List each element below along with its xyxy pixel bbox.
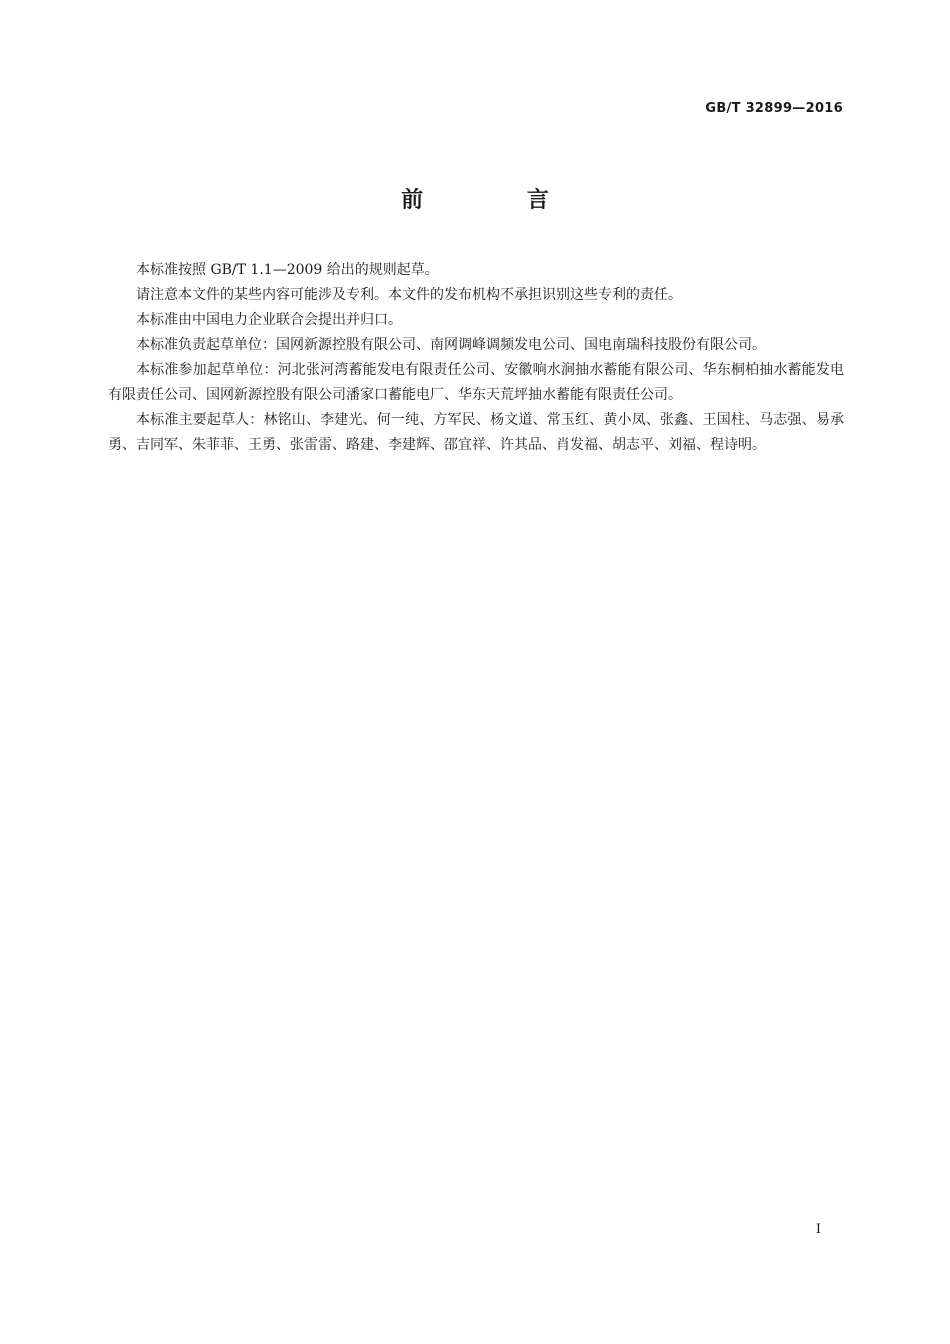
page-title: 前 言	[401, 188, 597, 213]
foreword-body	[108, 258, 844, 458]
paragraph-participating-drafters: 本标准参加起草单位：河北张河湾蓄能发电有限责任公司、安徽响水涧抽水蓄能有限公司、华东桐柏抽水蓄能发电有限责任公司、国网新源控股有限公司潘家口蓄能电厂、华东天荒坪抽水蓄能有限责任公司。	[108, 362, 844, 403]
paragraph-patent-notice: 请注意本文件的某些内容可能涉及专利。本文件的发布机构不承担识别这些专利的责任。	[136, 287, 682, 303]
paragraph-main-authors: 本标准主要起草人：林铭山、李建光、何一纯、方军民、杨文道、常玉红、黄小凤、张鑫、王国柱、马志强、易承勇、吉同军、朱菲菲、王勇、张雷雷、路建、李建辉、邵宜祥、许其品、肖发福、胡志平、刘福、程诗明。	[108, 412, 844, 453]
paragraph-lead-drafters: 本标准负责起草单位：国网新源控股有限公司、南网调峰调频发电公司、国电南瑞科技股份有限公司。	[136, 337, 766, 353]
page-number: I	[815, 1222, 821, 1237]
paragraph-proposer: 本标准由中国电力企业联合会提出并归口。	[136, 312, 402, 328]
paragraph-drafting-rules: 本标准按照 GB/T 1.1—2009 给出的规则起草。	[136, 262, 439, 278]
standard-code: GB/T 32899—2016	[705, 101, 843, 116]
